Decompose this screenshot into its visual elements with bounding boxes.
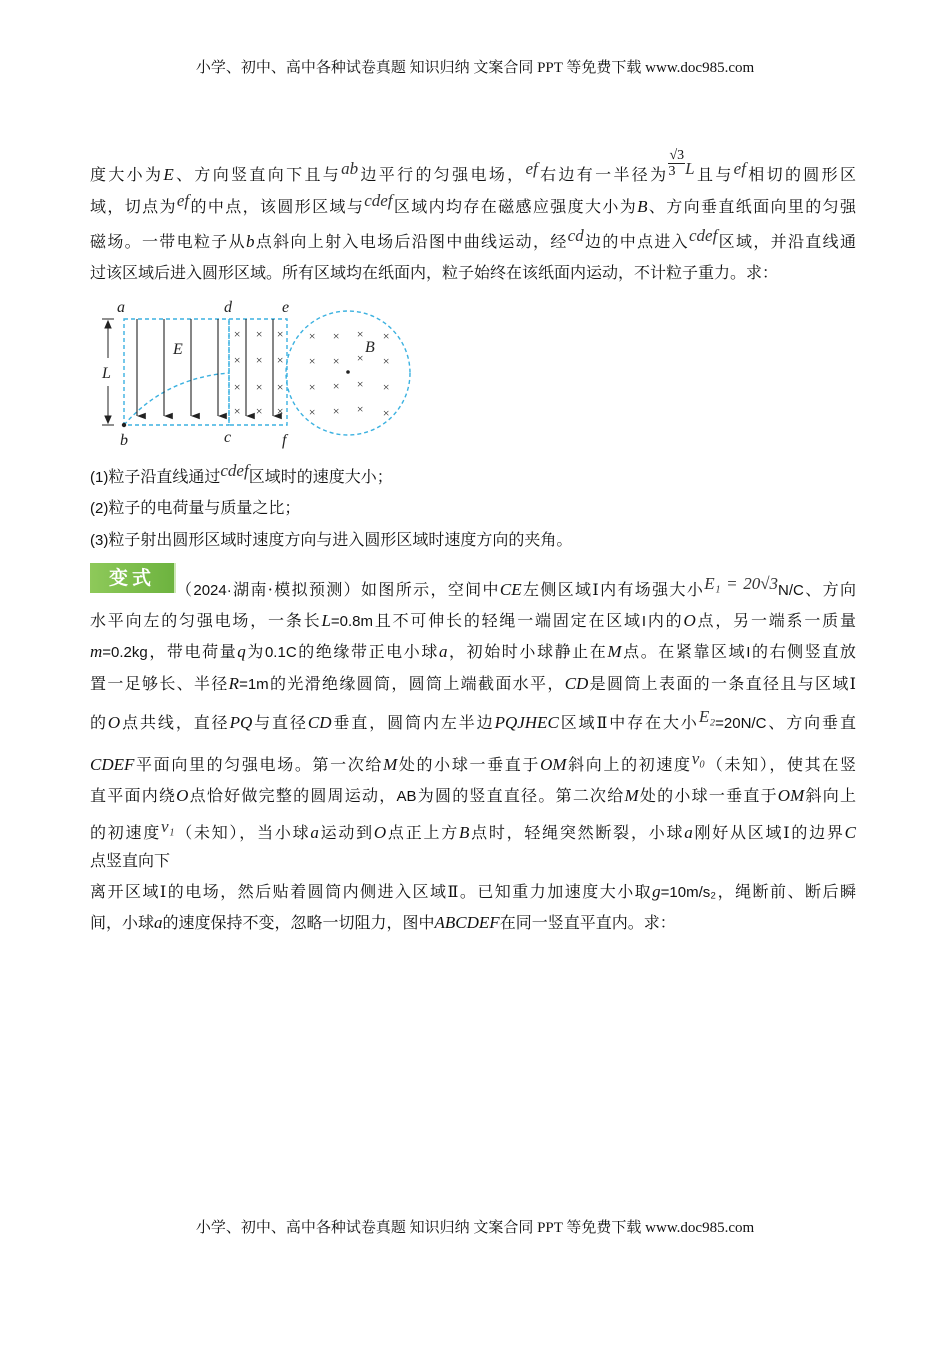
math-symbol: =0.2kg bbox=[102, 644, 148, 661]
cross-mark: × bbox=[332, 329, 341, 343]
text-line bbox=[90, 707, 856, 735]
text-segment: 边平行的匀强电场， bbox=[358, 165, 526, 184]
text-segment: 处的小球一垂直于 bbox=[397, 755, 541, 774]
text-segment: 点共线，直径 bbox=[120, 713, 230, 732]
text-line bbox=[90, 226, 856, 253]
math-symbol: PQJHEC bbox=[494, 713, 559, 732]
math-symbol: m bbox=[90, 642, 103, 661]
text-segment: 点时，轻绳突然断裂，小球 bbox=[469, 823, 685, 842]
fraction-part: 3 bbox=[668, 164, 676, 179]
text-line bbox=[90, 881, 856, 904]
cross-mark: × bbox=[255, 353, 264, 367]
math-symbol: =0.8m bbox=[330, 613, 374, 630]
text-segment: 平面向里的匀强电场。第一次给 bbox=[134, 755, 384, 774]
text-segment: 刚好从区域Ⅰ的边界 bbox=[692, 823, 845, 842]
text-segment: 水平向左的匀强电场，一条长 bbox=[90, 611, 322, 630]
math-symbol: N/C bbox=[778, 582, 804, 599]
cross-mark: × bbox=[382, 354, 391, 368]
math-symbol: O bbox=[683, 611, 696, 630]
cross-mark: × bbox=[255, 404, 264, 418]
text-line bbox=[90, 262, 856, 284]
text-segment: （未知），当小球 bbox=[174, 823, 311, 842]
cross-mark: × bbox=[356, 377, 365, 391]
math-symbol: I bbox=[746, 644, 751, 661]
text-segment: 边的中点进入 bbox=[583, 232, 690, 251]
math-symbol: (3) bbox=[90, 532, 109, 549]
text-segment: 为 bbox=[245, 642, 265, 661]
cross-mark: × bbox=[308, 405, 317, 419]
math-symbol: a bbox=[438, 642, 448, 661]
fraction-sqrt3-over-3 bbox=[668, 148, 685, 179]
math-symbol: E₁ = 20√3 bbox=[704, 574, 779, 593]
text-segment: 相切的圆形区 bbox=[745, 165, 856, 184]
math-symbol: ab bbox=[341, 159, 359, 178]
math-symbol: AB bbox=[396, 788, 417, 805]
text-segment: 粒子沿直线通过 bbox=[108, 467, 221, 486]
text-segment: 点。在紧靠区域 bbox=[621, 642, 747, 661]
label-b: b bbox=[120, 432, 128, 449]
page-header: 小学、初中、高中各种试卷真题 知识归纳 文案合同 PPT 等免费下载 www.doc985.com bbox=[195, 60, 755, 76]
text-segment: 区域，并沿直线通 bbox=[717, 232, 856, 251]
math-symbol: =10m/s₂ bbox=[660, 884, 717, 901]
cross-mark: × bbox=[382, 406, 391, 420]
text-segment: 、方向竖直向下且与 bbox=[173, 165, 342, 184]
cross-mark: × bbox=[233, 380, 242, 394]
text-segment: （ bbox=[176, 580, 194, 599]
text-segment: 的速度保持不变，忽略一切阻力，图中 bbox=[162, 913, 435, 932]
math-symbol: ABCDEF bbox=[434, 913, 500, 932]
text-line bbox=[90, 749, 856, 776]
cross-mark: × bbox=[233, 404, 242, 418]
math-symbol: PQ bbox=[229, 713, 253, 732]
cross-mark: × bbox=[356, 327, 365, 341]
text-segment: 区域Ⅱ中存在大小 bbox=[558, 713, 699, 732]
text-line bbox=[90, 912, 856, 934]
text-segment: 直平面内绕 bbox=[90, 786, 177, 805]
math-symbol: CD bbox=[564, 674, 589, 693]
math-symbol: cdef bbox=[689, 226, 718, 245]
text-segment: 过该区域后进入圆形区域。所有区域均在纸面内，粒子始终在该纸面内运动，不计粒子重力。求： bbox=[90, 263, 779, 282]
math-symbol: L bbox=[685, 159, 695, 178]
text-line bbox=[176, 574, 856, 602]
math-symbol: CDEF bbox=[90, 755, 135, 774]
math-symbol: q bbox=[237, 642, 246, 661]
cross-mark: × bbox=[276, 327, 285, 341]
text-segment: 斜向上 bbox=[804, 786, 856, 805]
text-segment: 左侧区域Ⅰ内有场强大小 bbox=[521, 580, 705, 599]
text-line bbox=[90, 817, 856, 844]
text-segment: 在同一竖直平直内。求： bbox=[499, 913, 676, 932]
field-diagram bbox=[85, 290, 415, 450]
text-segment: 、方向垂直纸面向里的匀强 bbox=[647, 197, 856, 216]
point-b-dot bbox=[122, 423, 126, 427]
math-symbol: cdef bbox=[220, 461, 249, 480]
math-symbol: 0.1C bbox=[264, 644, 297, 661]
text-line bbox=[90, 148, 856, 191]
text-line bbox=[90, 850, 856, 872]
text-segment: ，带电荷量 bbox=[147, 642, 238, 661]
cross-mark: × bbox=[382, 380, 391, 394]
text-segment: 是圆筒上表面的一条直径且与区域Ⅰ bbox=[588, 674, 856, 693]
math-symbol: ef bbox=[525, 159, 538, 178]
math-symbol: M bbox=[624, 786, 639, 805]
text-segment: 点恰好做完整的圆周运动， bbox=[188, 786, 397, 805]
cross-mark: × bbox=[233, 353, 242, 367]
text-segment: 且与 bbox=[694, 165, 734, 184]
text-segment: ，初始时小球静止在 bbox=[447, 642, 608, 661]
text-segment: 、方向垂直 bbox=[766, 713, 856, 732]
label-E: E bbox=[173, 341, 183, 358]
text-line bbox=[90, 461, 856, 489]
math-symbol: R bbox=[228, 674, 240, 693]
cross-mark: × bbox=[382, 329, 391, 343]
text-line bbox=[90, 191, 856, 218]
text-segment: 的初速度 bbox=[90, 823, 162, 842]
text-segment: 处的小球一垂直于 bbox=[638, 786, 778, 805]
math-symbol: M bbox=[607, 642, 622, 661]
text-line bbox=[90, 785, 856, 808]
math-symbol: v₁ bbox=[161, 817, 175, 836]
text-segment: 斜向上的初速度 bbox=[566, 755, 692, 774]
fraction-part: √3 bbox=[669, 148, 685, 163]
math-symbol: CD bbox=[307, 713, 332, 732]
label-f: f bbox=[282, 432, 287, 449]
cross-mark: × bbox=[233, 327, 242, 341]
cross-mark: × bbox=[276, 404, 285, 418]
text-line bbox=[90, 610, 856, 633]
text-segment: 的右侧竖直放 bbox=[750, 642, 856, 661]
math-symbol: 2024· bbox=[193, 582, 232, 599]
cross-mark: × bbox=[332, 379, 341, 393]
math-symbol: v₀ bbox=[691, 749, 706, 768]
variant-badge: 变式 bbox=[90, 563, 176, 593]
text-segment: 粒子射出圆形区域时速度方向与进入圆形区域时速度方向的夹角。 bbox=[108, 530, 573, 549]
math-symbol: E₂ bbox=[698, 707, 716, 726]
math-symbol: O bbox=[107, 713, 121, 732]
text-line bbox=[90, 673, 856, 696]
math-symbol: (2) bbox=[90, 500, 109, 517]
text-segment: 湖南·模拟预测）如图所示，空间中 bbox=[231, 580, 500, 599]
label-L: L bbox=[102, 365, 111, 382]
text-line bbox=[90, 641, 856, 664]
text-segment: 域，切点为 bbox=[90, 197, 177, 216]
cross-mark: × bbox=[308, 380, 317, 394]
math-symbol: L bbox=[321, 611, 331, 630]
label-d: d bbox=[224, 299, 232, 316]
cross-mark: × bbox=[356, 402, 365, 416]
text-line bbox=[90, 497, 856, 520]
math-symbol: B bbox=[458, 823, 470, 842]
text-segment: 粒子的电荷量与质量之比； bbox=[108, 498, 301, 517]
label-e: e bbox=[282, 299, 290, 316]
math-symbol: ef bbox=[176, 191, 190, 210]
particle-trajectory bbox=[124, 373, 229, 425]
math-symbol: E bbox=[163, 165, 174, 184]
text-segment: 右边有一半径为 bbox=[537, 165, 669, 184]
circle-center-dot bbox=[346, 370, 350, 374]
text-segment: ，绳断前、断后瞬 bbox=[716, 882, 856, 901]
math-symbol: =20N/C bbox=[715, 715, 767, 732]
text-segment: 为圆的竖直直径。第二次给 bbox=[416, 786, 625, 805]
math-symbol: O bbox=[373, 823, 387, 842]
text-segment: 与直径 bbox=[252, 713, 308, 732]
math-symbol: cdef bbox=[364, 191, 393, 210]
page-footer: 小学、初中、高中各种试卷真题 知识归纳 文案合同 PPT 等免费下载 www.doc985.com bbox=[195, 1220, 755, 1236]
math-symbol: CE bbox=[499, 580, 522, 599]
text-segment: 的 bbox=[90, 713, 108, 732]
text-segment: 垂直，圆筒内左半边 bbox=[331, 713, 495, 732]
text-segment: 的光滑绝缘圆筒，圆筒上端截面水平， bbox=[268, 674, 565, 693]
text-segment: 点正上方 bbox=[386, 823, 459, 842]
math-symbol: a bbox=[154, 913, 163, 932]
cross-mark: × bbox=[356, 351, 365, 365]
cross-mark: × bbox=[276, 380, 285, 394]
text-segment: 置一足够长、半径 bbox=[90, 674, 229, 693]
math-symbol: a bbox=[684, 823, 693, 842]
label-c: c bbox=[224, 429, 232, 446]
math-symbol: b bbox=[245, 232, 255, 251]
text-segment: 且不可伸长的轻绳一端固定在区域 bbox=[373, 611, 642, 630]
math-symbol: M bbox=[383, 755, 398, 774]
cross-mark: × bbox=[255, 327, 264, 341]
math-symbol: OM bbox=[540, 755, 567, 774]
label-a: a bbox=[117, 299, 125, 316]
text-segment: 离开区域Ⅰ的电场，然后贴着圆筒内侧进入区域Ⅱ。已知重力加速度大小取 bbox=[90, 882, 653, 901]
text-segment: 、方向 bbox=[803, 580, 856, 599]
text-segment: 点斜向上射入电场后沿图中曲线运动，经 bbox=[254, 232, 568, 251]
math-symbol: a bbox=[310, 823, 319, 842]
text-segment: 的绝缘带正电小球 bbox=[296, 642, 439, 661]
field-lines bbox=[137, 319, 273, 416]
math-symbol: I bbox=[641, 613, 647, 630]
text-segment: 内的 bbox=[646, 611, 684, 630]
text-segment: （未知），使其在竖 bbox=[705, 755, 856, 774]
text-segment: 点，另一端系一质量 bbox=[695, 611, 856, 630]
text-line bbox=[90, 529, 856, 552]
cross-mark: × bbox=[276, 353, 285, 367]
math-symbol: ef bbox=[733, 159, 746, 178]
text-segment: 区域内均存在磁感应强度大小为 bbox=[392, 197, 638, 216]
cross-mark: × bbox=[308, 354, 317, 368]
cross-mark: × bbox=[332, 354, 341, 368]
cross-mark: × bbox=[308, 329, 317, 343]
math-symbol: OM bbox=[777, 786, 805, 805]
text-segment: 度大小为 bbox=[90, 165, 164, 184]
text-segment: 区域时的速度大小； bbox=[248, 467, 393, 486]
math-symbol: C bbox=[844, 823, 856, 842]
math-symbol: cd bbox=[567, 226, 584, 245]
text-segment: 点竖直向下 bbox=[90, 851, 171, 870]
math-symbol: O bbox=[176, 786, 189, 805]
math-symbol: B bbox=[637, 197, 648, 216]
math-symbol: g bbox=[652, 882, 661, 901]
cross-mark: × bbox=[332, 404, 341, 418]
text-segment: 间，小球 bbox=[90, 913, 155, 932]
text-segment: 的中点，该圆形区域与 bbox=[189, 197, 365, 216]
cross-mark: × bbox=[255, 380, 264, 394]
math-symbol: (1) bbox=[90, 469, 109, 486]
text-segment: 运动到 bbox=[318, 823, 374, 842]
math-symbol: =1m bbox=[239, 676, 269, 693]
label-B: B bbox=[365, 339, 375, 356]
text-segment: 磁场。一带电粒子从 bbox=[90, 232, 246, 251]
